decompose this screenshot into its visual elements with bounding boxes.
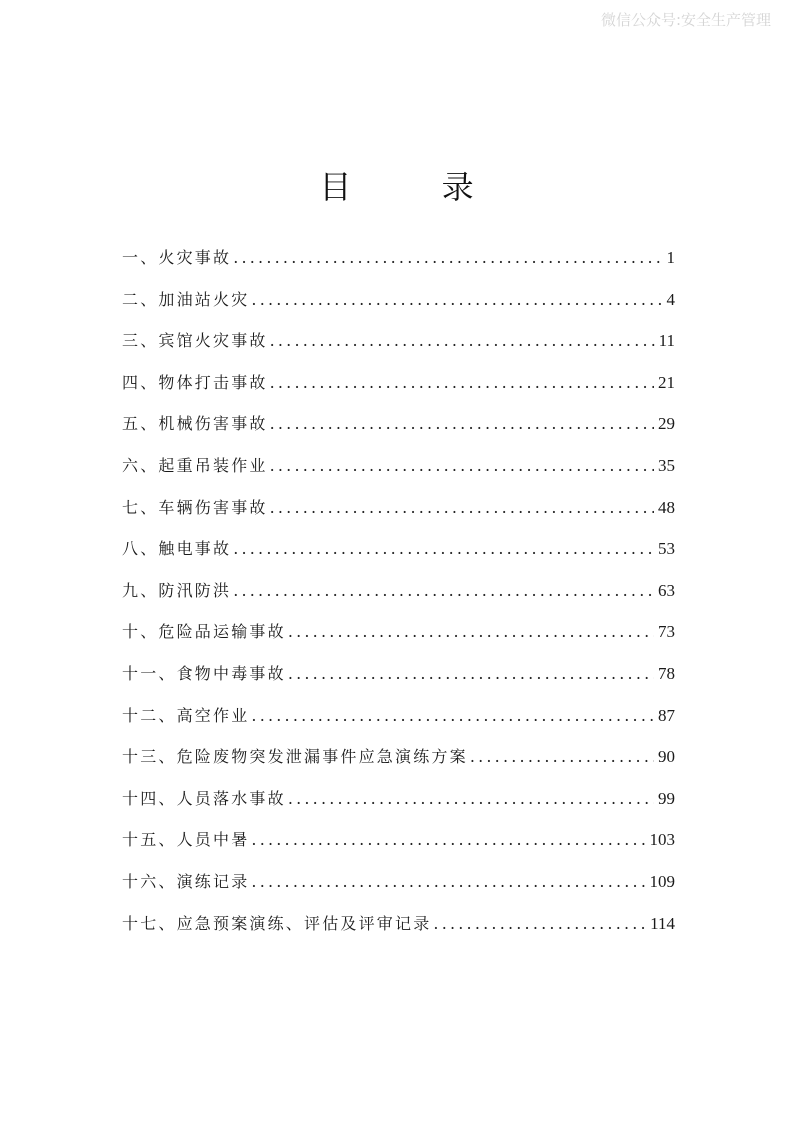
toc-entry-title: 二、加油站火灾 xyxy=(122,289,250,309)
toc-entry-title: 六、起重吊装作业 xyxy=(122,455,268,475)
toc-entry-title: 十六、演练记录 xyxy=(122,871,250,891)
toc-page-number: 11 xyxy=(658,331,675,351)
toc-entry[interactable] xyxy=(122,743,675,785)
toc-entry[interactable] xyxy=(122,660,675,702)
toc-entry-title: 九、防汛防洪 xyxy=(122,580,232,600)
toc-page-number: 1 xyxy=(666,248,675,267)
toc-dot-leader xyxy=(288,618,654,646)
toc-page-number: 109 xyxy=(649,871,675,891)
toc-entry[interactable] xyxy=(122,327,675,369)
toc-entry-title: 五、机械伤害事故 xyxy=(122,414,268,434)
toc-entry-title: 十七、应急预案演练、评估及评审记录 xyxy=(122,913,432,933)
toc-entry[interactable] xyxy=(122,244,675,286)
toc-page-number: 114 xyxy=(650,913,675,933)
toc-entry[interactable] xyxy=(122,577,675,619)
toc-page-number: 103 xyxy=(649,830,675,850)
toc-page-number: 48 xyxy=(658,497,675,517)
toc-page-number: 53 xyxy=(658,539,675,559)
toc-dot-leader xyxy=(233,244,662,272)
toc-entry-title: 八、触电事故 xyxy=(122,539,232,559)
toc-entry[interactable] xyxy=(122,785,675,827)
toc-dot-leader xyxy=(288,660,654,688)
toc-entry-title: 十二、高空作业 xyxy=(122,705,250,725)
page-title: 目 录 xyxy=(319,168,514,206)
toc-entry[interactable] xyxy=(122,702,675,744)
toc-page-number: 90 xyxy=(658,747,675,767)
toc-entry-title: 十五、人员中暑 xyxy=(122,830,250,850)
toc-entry[interactable] xyxy=(122,452,675,494)
toc-entry[interactable] xyxy=(122,868,675,910)
toc-entry[interactable] xyxy=(122,369,675,411)
toc-dot-leader xyxy=(288,785,654,813)
toc-page-number: 29 xyxy=(658,414,675,434)
toc-dot-leader xyxy=(251,868,645,896)
toc-dot-leader xyxy=(251,286,662,314)
toc-entry[interactable] xyxy=(122,826,675,868)
toc-dot-leader xyxy=(251,826,645,854)
toc-dot-leader xyxy=(270,369,654,397)
toc-entry[interactable] xyxy=(122,618,675,660)
toc-dot-leader xyxy=(251,702,654,730)
toc-entry-title: 十、危险品运输事故 xyxy=(122,622,286,642)
toc-entry-title: 四、物体打击事故 xyxy=(122,372,268,392)
toc-dot-leader xyxy=(270,410,654,438)
table-of-contents xyxy=(122,244,675,951)
toc-entry[interactable] xyxy=(122,286,675,328)
toc-entry-title: 十三、危险废物突发泄漏事件应急演练方案 xyxy=(122,747,468,767)
toc-dot-leader xyxy=(270,452,654,480)
watermark: 微信公众号:安全生产管理 xyxy=(600,11,771,29)
toc-entry-title: 十四、人员落水事故 xyxy=(122,788,286,808)
toc-page-number: 63 xyxy=(658,580,675,600)
toc-dot-leader xyxy=(270,327,655,355)
toc-page-number: 21 xyxy=(658,372,675,392)
toc-entry[interactable] xyxy=(122,494,675,536)
toc-entry-title: 三、宾馆火灾事故 xyxy=(122,331,268,351)
toc-dot-leader xyxy=(233,535,654,563)
toc-page-number: 99 xyxy=(658,788,675,808)
toc-page-number: 78 xyxy=(658,663,675,683)
toc-page-number: 87 xyxy=(658,705,675,725)
toc-page-number: 73 xyxy=(658,622,675,642)
toc-entry-title: 十一、食物中毒事故 xyxy=(122,663,286,683)
toc-entry-title: 一、火灾事故 xyxy=(122,248,232,267)
toc-entry-title: 七、车辆伤害事故 xyxy=(122,497,268,517)
toc-entry[interactable] xyxy=(122,410,675,452)
toc-page-number: 35 xyxy=(658,455,675,475)
toc-dot-leader xyxy=(270,494,654,522)
toc-dot-leader xyxy=(433,910,646,938)
toc-entry[interactable] xyxy=(122,535,675,577)
toc-dot-leader xyxy=(470,743,654,771)
toc-dot-leader xyxy=(233,577,654,605)
toc-entry[interactable] xyxy=(122,910,675,952)
toc-page-number: 4 xyxy=(666,289,675,309)
